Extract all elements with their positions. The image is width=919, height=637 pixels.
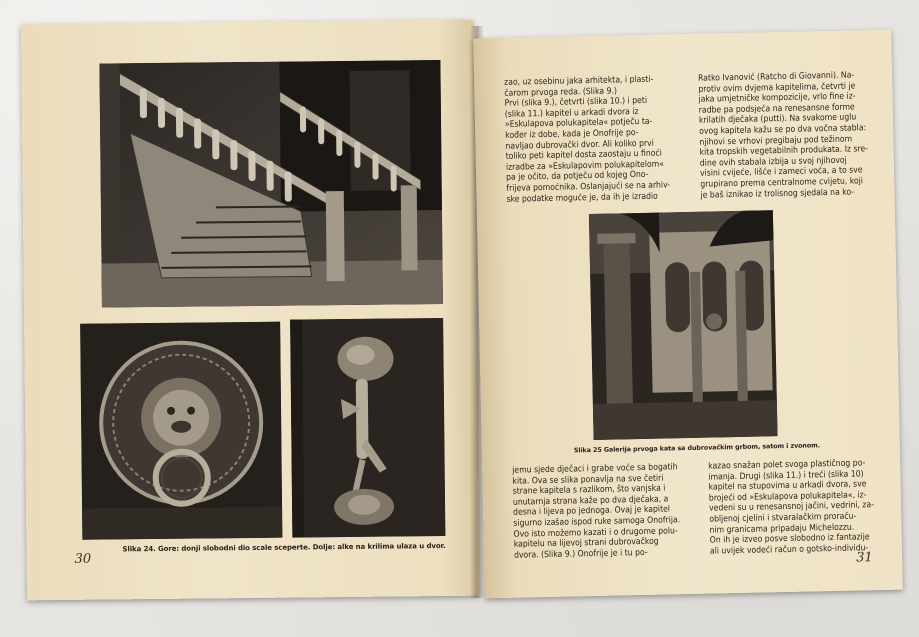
text-line: kazao snažan polet svoga plastičnog po- [708, 458, 866, 472]
right-page-caption: Slika 25 Galerija prvoga kata sa dubrovačkim grbom, satom i zvonom. [573, 441, 821, 455]
figure-ornament-illustration [290, 318, 445, 538]
text-line: protiv ovim dvjema kapitelima, četvrti je [698, 81, 856, 95]
staircase-illustration [99, 60, 443, 308]
text-line: dine ovih stabala izbija u svoj njihovoj [699, 155, 847, 169]
text-line: kita. Ova se slika ponavlja na sve četiri [512, 473, 664, 487]
text-line: Prvi (slika 9.), četvrti (slika 10.) i peti [504, 95, 648, 109]
text-line: navljao dubrovački dvor. Ali koliko prvi [505, 138, 654, 152]
text-line: čarom prvoga reda. (Slika 9.) [504, 86, 618, 99]
text-line: kapitel na stupovima u arkadi dvora, sve [708, 479, 867, 493]
text-line: je baš iznikao iz trolisnog sjedala na ko- [700, 187, 855, 201]
text-line: brojeći od »Eskulapova polukapitela«, iz- [708, 490, 867, 504]
text-line: grupirano prema centralnome cvijetu, koji [700, 176, 864, 190]
text-line: krilatih dječaka (putti). Na svakome uglu [698, 112, 857, 127]
text-line: jaka umjetničke kompozicije, vrlo fine iz- [698, 91, 856, 105]
lion-knocker-illustration [80, 322, 282, 540]
left-page-caption: Slika 24. Gore: donji slobodni dio scale sceperte. Dolje: alke na krilima ulaza u dvor. [122, 541, 446, 554]
text-column-bottom-left [512, 462, 704, 561]
text-line: sigurno izašao ispod ruke samoga Onofrija. [513, 515, 681, 529]
arcade-illustration [589, 210, 778, 440]
text-column-top-right [698, 70, 879, 201]
text-line: kita tropskih vegetabilnih produkata. Iz sre- [699, 144, 869, 158]
text-column-bottom-right [708, 458, 888, 557]
text-line: »Eskulapova polukapitela« potječu ta- [504, 117, 653, 131]
text-line: zao, uz osebinu jaka arhitekta, i plasti- [504, 74, 654, 88]
text-line: ali uvijek vodeći račun o gotsko-individu- [709, 543, 869, 557]
text-line: frijeva pomoćnika. Oslanjajući se na arhiv- [506, 180, 671, 194]
text-line: (slika 11.) kapitel u arkadi dvora iz [504, 106, 639, 120]
text-line: visini cvijeće, lišće i zameci voća, a to sve [699, 165, 863, 180]
text-line: Ovo isto možemo kazati i o drugome polu- [513, 525, 678, 540]
left-page [21, 20, 479, 601]
text-line: toliko peti kapitel dosta zaostaju u finoći [505, 148, 662, 162]
text-line: obljenoj cjelini i stvaralačkim proraču- [709, 511, 857, 525]
text-line: nim granicama pripadaju Michelozzu. [709, 522, 855, 536]
text-line: izradbe za »Eskulapovim polukapitelom« [505, 159, 665, 173]
lion-door-knocker-photo [80, 322, 282, 540]
text-line: dvora. (Slika 9.) Onofrije je i tu po- [513, 547, 648, 561]
text-line: jemu sjede dječaci i grabe voće sa bogatih [512, 462, 678, 476]
text-line: pa je očito, da potječu od kojeg Ono- [506, 170, 649, 184]
right-page-number: 31 [855, 550, 873, 566]
text-line: kapitelu na lijevoj strani dubrovačkog [513, 536, 659, 550]
text-line: desna i lijeva po jednoga. Ovaj je kapitel [513, 504, 671, 519]
text-line: ovog kapitela kažu se po dva vočna stabla: [699, 123, 867, 137]
text-column-top-left [504, 74, 695, 205]
gallery-arcade-photo [589, 210, 778, 440]
text-line: vedeni su u renesansnoj jačini, vedrini, za- [708, 500, 875, 514]
text-line: njihovi se vrhovi pregibaju pod težinom [699, 134, 853, 148]
text-line: radbe pa podsjeća na renesansne forme [698, 102, 855, 116]
staircase-photo [99, 60, 443, 308]
text-line: strane kapitela s razlikom, što vanjska i [512, 483, 666, 497]
text-line: On ih je izveo posve slobodno iz fantazije [709, 532, 870, 546]
text-line: ske podatke moguće je, da ih je izradio [506, 191, 658, 205]
text-line: unutarnja strana kaže po dva dječaka, a [512, 494, 669, 508]
text-line: kođer iz dobe, kada je Onofrije po- [505, 127, 639, 141]
figure-door-ornament-photo [290, 318, 445, 538]
left-page-number: 30 [74, 551, 92, 567]
right-page [473, 30, 903, 599]
text-line: imanja. Drugi (slika 11.) i treći (slika 10) [708, 468, 864, 483]
text-line: Ratko Ivanović (Ratcho di Giovanni). Na- [697, 70, 855, 84]
